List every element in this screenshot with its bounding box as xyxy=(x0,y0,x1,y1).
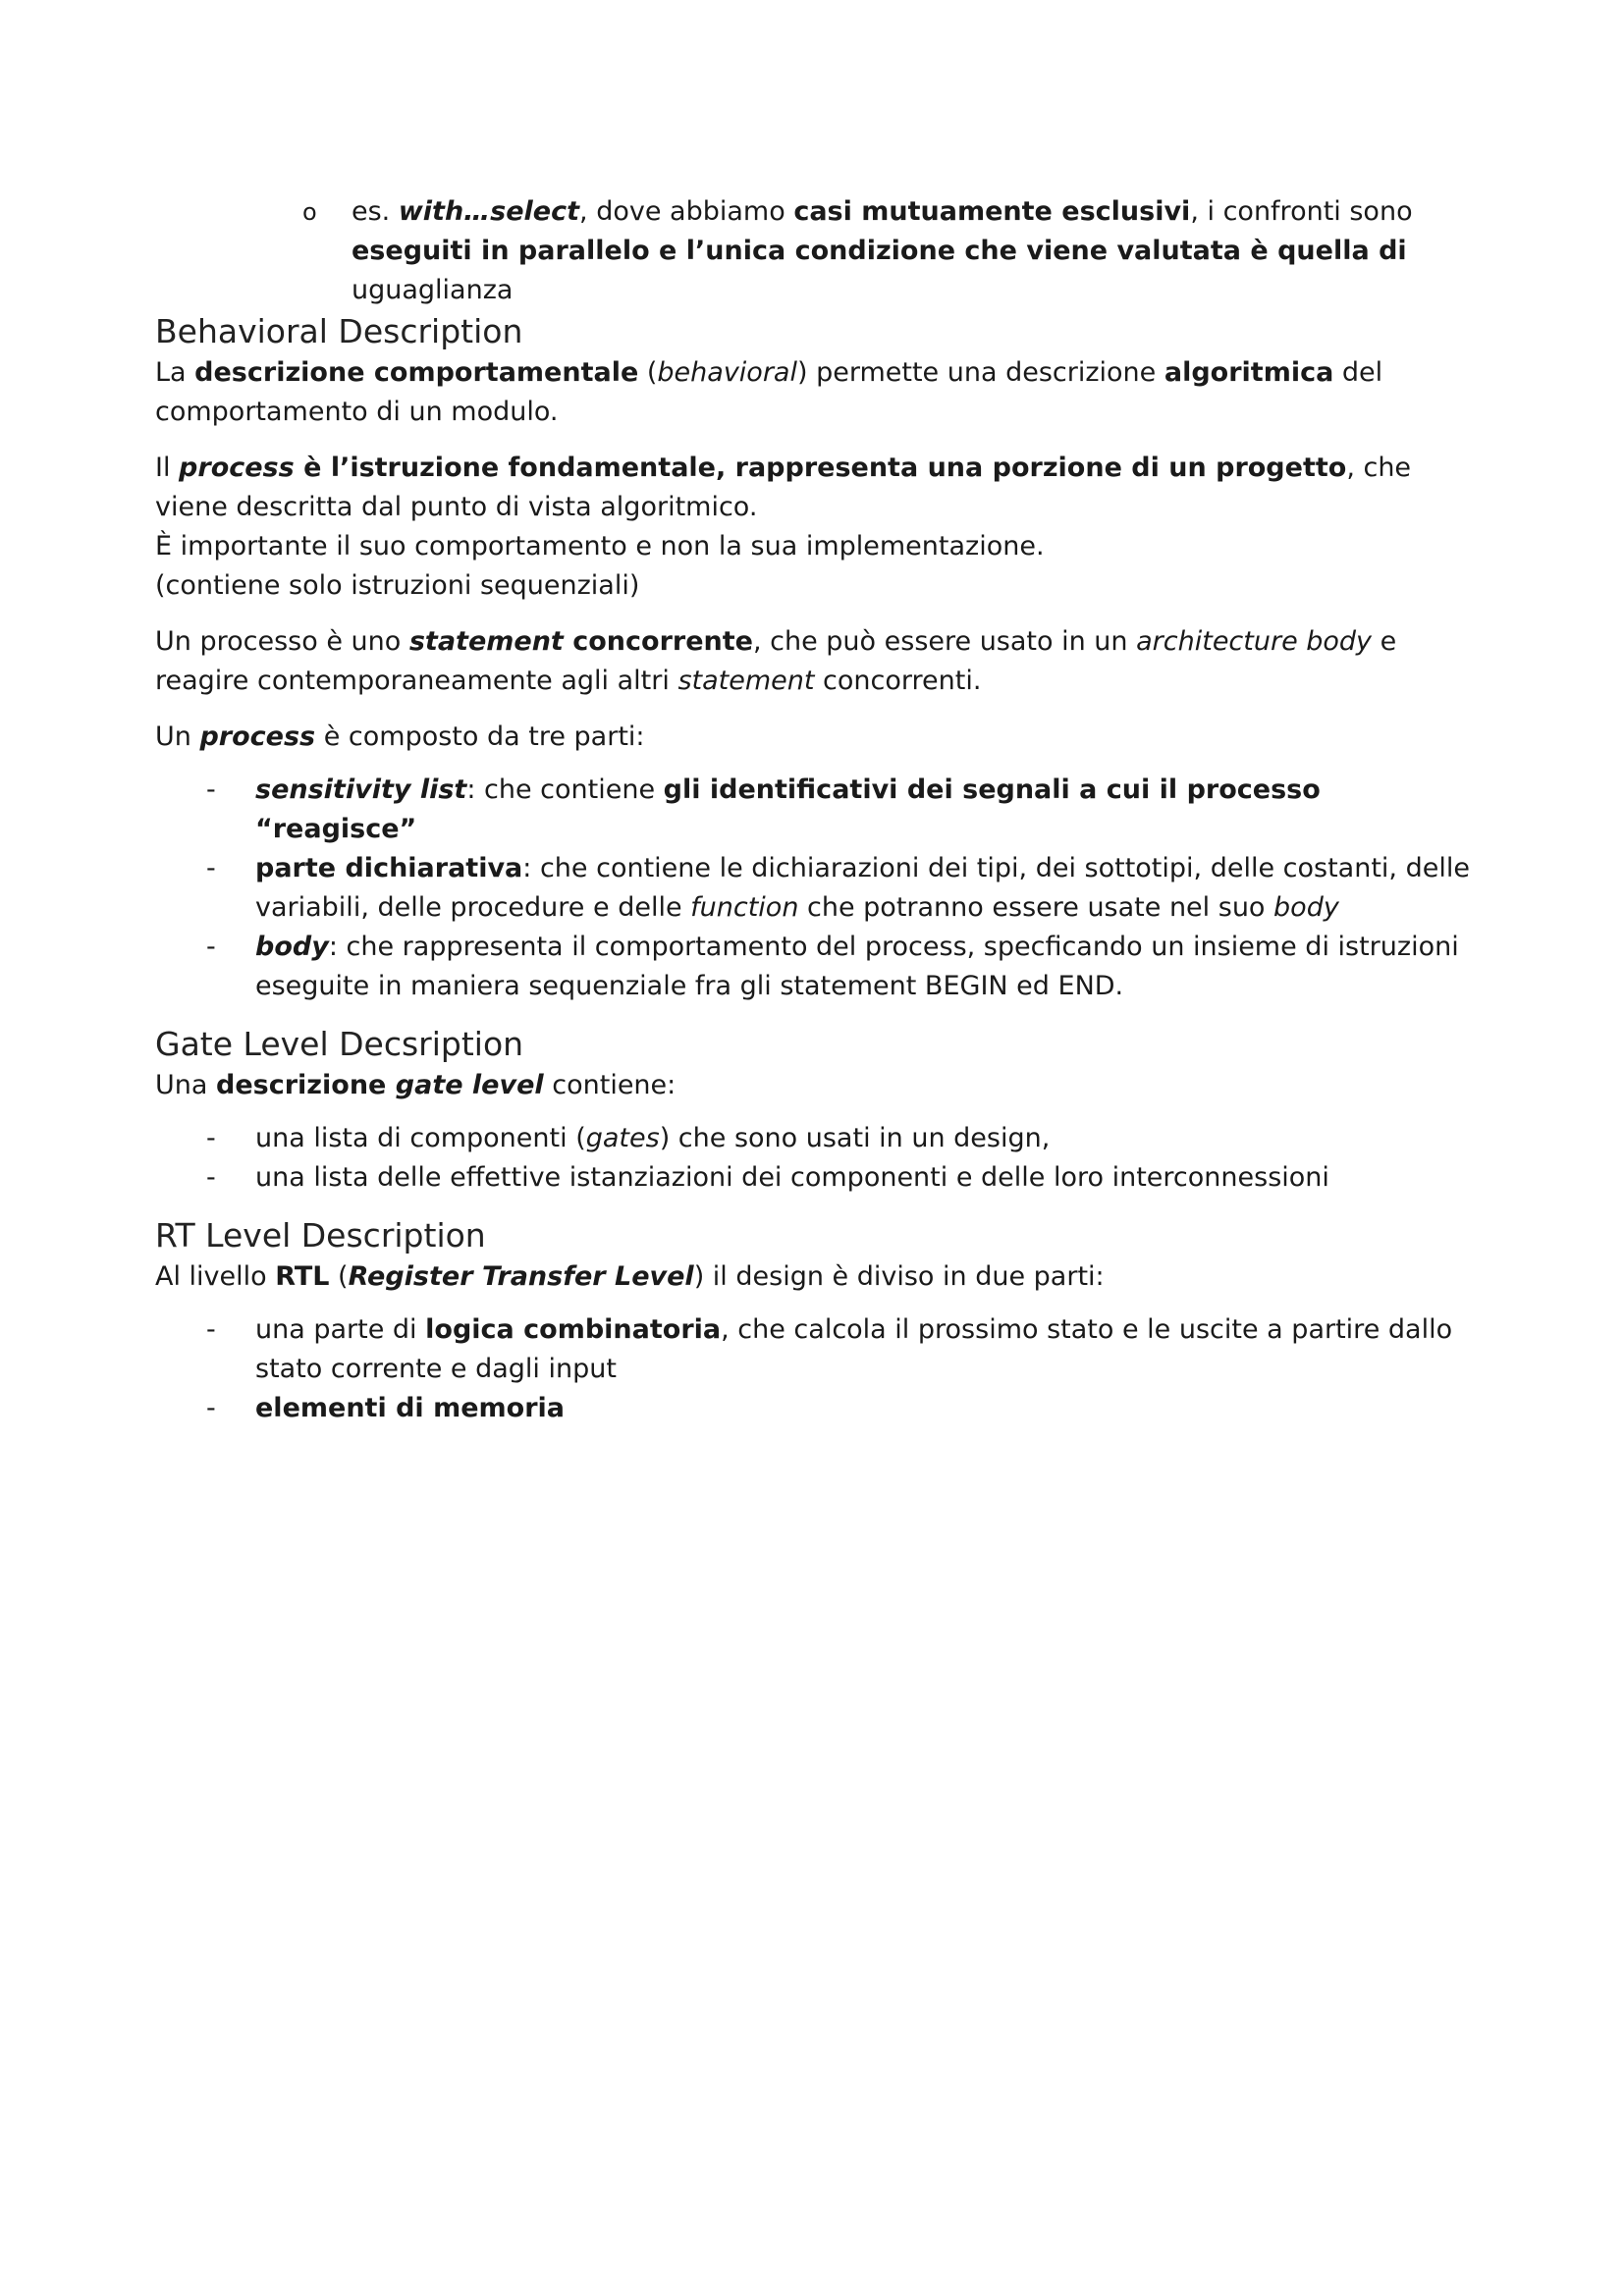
dash-bullet-icon: - xyxy=(206,853,216,883)
text-span-bold-italic: process xyxy=(179,453,295,483)
list-item xyxy=(155,1158,1490,1198)
text-span: ( xyxy=(329,1261,349,1292)
text-span: una lista di componenti ( xyxy=(255,1123,586,1153)
text-span: : che contiene xyxy=(466,774,664,805)
text-span: : che contiene le dichiarazioni dei tipi, dei sottotipi, delle costanti, delle variabili, delle procedure e delle xyxy=(255,853,1470,923)
text-span-bold: casi mutuamente esclusivi xyxy=(793,196,1191,227)
text-span-bold: RTL xyxy=(275,1261,330,1292)
text-line: (contiene solo istruzioni sequenziali) xyxy=(155,570,640,601)
text-span-italic: function xyxy=(690,892,799,923)
text-span-bold: è l’istruzione fondamentale, rappresenta una porzione di un progetto xyxy=(294,453,1347,483)
text-span: , che può essere usato in un xyxy=(752,626,1137,657)
text-span: è composto da tre parti: xyxy=(315,721,645,752)
text-span: , che viene descritta dal punto di vista algoritmico. xyxy=(155,453,1412,522)
paragraph-process-definition xyxy=(155,449,1490,606)
list-item xyxy=(155,1310,1490,1389)
text-span: Una xyxy=(155,1070,217,1100)
dash-bullet-icon: - xyxy=(206,1162,216,1193)
dash-bullet-icon: - xyxy=(206,1314,216,1345)
text-span: concorrenti. xyxy=(814,666,982,696)
text-span: uguaglianza xyxy=(352,275,514,305)
text-span: contiene: xyxy=(543,1070,677,1100)
heading-rt-level-description: RT Level Description xyxy=(155,1216,486,1255)
text-span-italic: gates xyxy=(585,1123,660,1153)
text-span-bold: algoritmica xyxy=(1164,357,1334,388)
sub-list-item-with-select xyxy=(302,192,1490,310)
list-process-parts xyxy=(155,771,1490,1006)
paragraph-process-parts xyxy=(155,718,1490,757)
text-span-bold: eseguiti in parallelo e l’unica condizione che viene valutata è quella di xyxy=(352,236,1407,266)
text-span: ) permette una descrizione xyxy=(796,357,1164,388)
text-span-italic: statement xyxy=(677,666,815,696)
text-span-bold: gli identificativi dei segnali a cui il processo “reagisce” xyxy=(255,774,1321,844)
text-span: es. xyxy=(352,196,399,227)
list-item xyxy=(155,849,1490,928)
text-span-bold: logica combinatoria xyxy=(425,1314,722,1345)
text-span: Il xyxy=(155,453,180,483)
text-span-bold: parte dichiarativa xyxy=(255,853,523,883)
circle-bullet-icon: o xyxy=(302,198,317,226)
list-item xyxy=(155,771,1490,849)
text-span-bold-italic: sensitivity list xyxy=(255,774,467,805)
text-span-bold-italic: body xyxy=(255,932,329,962)
list-item xyxy=(155,928,1490,1006)
text-span: ) che sono usati in un design, xyxy=(659,1123,1051,1153)
text-span: Un xyxy=(155,721,200,752)
text-span: ) il design è diviso in due parti: xyxy=(693,1261,1105,1292)
text-span-bold: descrizione comportamentale xyxy=(194,357,639,388)
paragraph-rtl-intro xyxy=(155,1257,1490,1297)
text-span-italic: behavioral xyxy=(657,357,797,388)
text-span-italic: body xyxy=(1273,892,1339,923)
text-span-bold-italic: process xyxy=(199,721,316,752)
dash-bullet-icon: - xyxy=(206,932,216,962)
paragraph-behavioral-intro xyxy=(155,353,1490,432)
list-item xyxy=(155,1389,1490,1428)
paragraph-gate-level-intro xyxy=(155,1066,1490,1105)
text-span-bold-italic: with…select xyxy=(398,196,580,227)
text-span: , dove abbiamo xyxy=(579,196,794,227)
text-span: : che rappresenta il comportamento del process, specficando un insieme di istruzioni eseguite in maniera sequenziale fra gli statement BEGIN ed END. xyxy=(255,932,1459,1001)
text-span-bold-italic: Register Transfer Level xyxy=(348,1261,694,1292)
text-span-bold: descrizione xyxy=(216,1070,396,1100)
list-gate-level xyxy=(155,1119,1490,1198)
paragraph-process-concurrent xyxy=(155,622,1490,701)
list-rtl-parts xyxy=(155,1310,1490,1428)
text-span: una lista delle effettive istanziazioni dei componenti e delle loro interconnessioni xyxy=(255,1162,1329,1193)
document-page xyxy=(155,192,1490,1445)
text-span: ( xyxy=(638,357,658,388)
text-span: , che calcola il prossimo stato e le uscite a partire dallo stato corrente e dagli input xyxy=(255,1314,1453,1384)
text-line: È importante il suo comportamento e non la sua implementazione. xyxy=(155,531,1045,561)
text-span-bold: concorrente xyxy=(563,626,753,657)
text-span: , i confronti sono xyxy=(1190,196,1413,227)
text-span: e reagire contemporaneamente agli altri xyxy=(155,626,1397,696)
text-span: una parte di xyxy=(255,1314,426,1345)
text-span: Al livello xyxy=(155,1261,276,1292)
heading-behavioral-description: Behavioral Description xyxy=(155,312,523,350)
text-span-italic: architecture body xyxy=(1136,626,1373,657)
list-item xyxy=(155,1119,1490,1158)
heading-gate-level-description: Gate Level Decsription xyxy=(155,1025,524,1063)
text-span: La xyxy=(155,357,195,388)
text-span: che potranno essere usate nel suo xyxy=(798,892,1274,923)
dash-bullet-icon: - xyxy=(206,774,216,805)
text-span-bold-italic: statement xyxy=(408,626,564,657)
text-span-bold-italic: gate level xyxy=(395,1070,544,1100)
dash-bullet-icon: - xyxy=(206,1393,216,1423)
text-span-bold: elementi di memoria xyxy=(255,1393,566,1423)
text-span: Un processo è uno xyxy=(155,626,409,657)
dash-bullet-icon: - xyxy=(206,1123,216,1153)
text-span: del comportamento di un modulo. xyxy=(155,357,1383,427)
